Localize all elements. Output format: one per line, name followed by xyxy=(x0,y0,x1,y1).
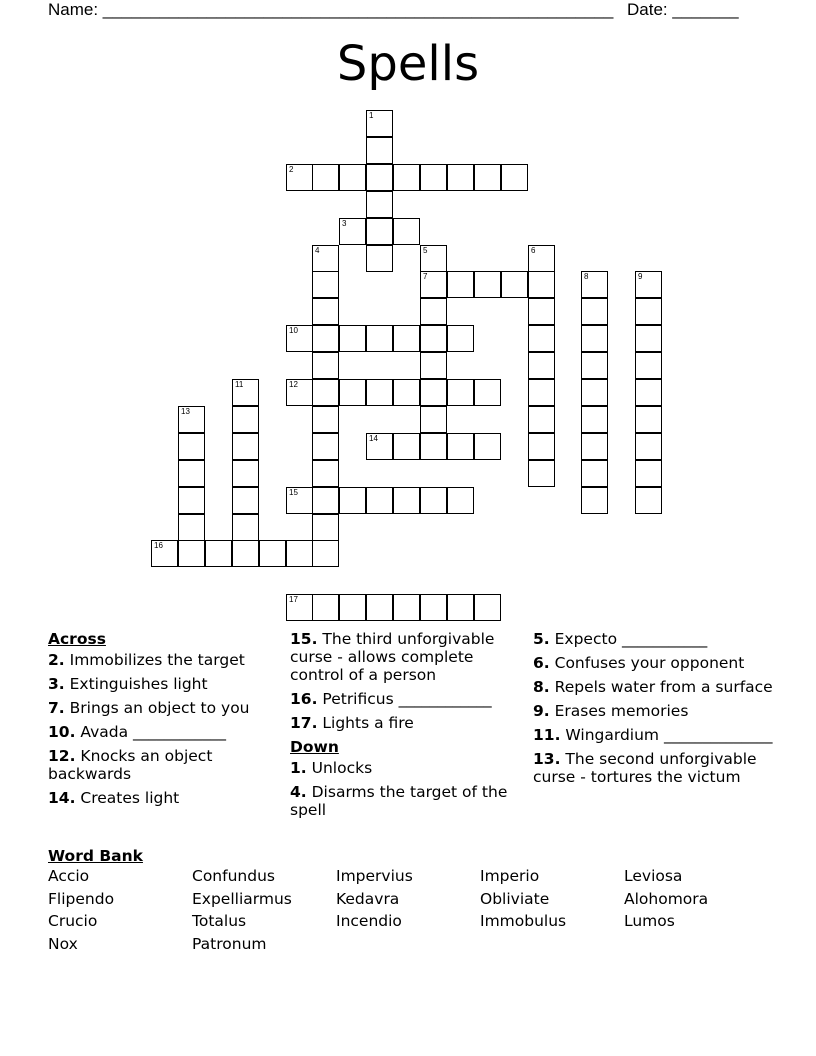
crossword-cell[interactable] xyxy=(339,487,366,514)
crossword-cell[interactable] xyxy=(528,379,555,406)
crossword-cell[interactable] xyxy=(312,325,339,352)
word-bank xyxy=(48,846,768,957)
word-bank-item: Confundus xyxy=(192,867,275,885)
crossword-cell[interactable] xyxy=(312,298,339,325)
crossword-cell[interactable] xyxy=(635,352,662,379)
word-bank-list xyxy=(48,867,768,957)
crossword-cell[interactable] xyxy=(312,271,339,298)
crossword-cell[interactable] xyxy=(635,271,662,298)
clue-number: 14. xyxy=(48,789,76,807)
crossword-cell[interactable] xyxy=(528,245,555,272)
crossword-cell[interactable] xyxy=(501,271,528,298)
name-field[interactable]: Name: ______________________________________________________ xyxy=(48,0,614,19)
crossword-cell[interactable] xyxy=(581,271,608,298)
word-bank-item: Impervius xyxy=(336,867,413,885)
date-field[interactable]: Date: _______ xyxy=(627,0,739,19)
clue-text: Disarms the target of the spell xyxy=(290,783,508,819)
crossword-cell[interactable] xyxy=(366,379,393,406)
crossword-cell[interactable] xyxy=(393,433,420,460)
crossword-cell[interactable] xyxy=(339,379,366,406)
crossword-cell[interactable] xyxy=(312,352,339,379)
crossword-cell[interactable] xyxy=(312,245,339,272)
cell-number: 16 xyxy=(154,541,163,550)
clue-text: Brings an object to you xyxy=(69,699,250,717)
crossword-cell[interactable] xyxy=(474,433,501,460)
crossword-cell[interactable] xyxy=(312,433,339,460)
word-bank-item: Lumos xyxy=(624,912,675,930)
crossword-cell[interactable] xyxy=(420,433,447,460)
crossword-cell[interactable] xyxy=(393,487,420,514)
crossword-cell[interactable] xyxy=(286,540,313,567)
crossword-cell[interactable] xyxy=(528,298,555,325)
clue-text: Petrificus ____________ xyxy=(322,690,492,708)
clue-text: The third unforgivable curse - allows complete control of a person xyxy=(290,630,495,684)
word-bank-item: Totalus xyxy=(192,912,247,930)
crossword-cell[interactable] xyxy=(420,352,447,379)
clue-number: 7. xyxy=(48,699,65,717)
clue-text: Confuses your opponent xyxy=(554,654,745,672)
clue-text: Immobilizes the target xyxy=(69,651,245,669)
cell-number: 5 xyxy=(423,246,428,255)
crossword-cell[interactable] xyxy=(393,594,420,621)
crossword-cell[interactable] xyxy=(151,540,178,567)
across-heading: Across xyxy=(48,630,106,648)
cell-number: 12 xyxy=(289,380,298,389)
crossword-cell[interactable] xyxy=(420,298,447,325)
word-bank-item: Obliviate xyxy=(480,889,550,908)
crossword-cell[interactable] xyxy=(232,433,259,460)
clue-number: 15. xyxy=(290,630,318,648)
crossword-cell[interactable] xyxy=(447,487,474,514)
clue-number: 5. xyxy=(533,630,550,648)
clue-column-3 xyxy=(533,630,773,792)
cell-number: 4 xyxy=(315,246,320,255)
crossword-cell[interactable] xyxy=(528,325,555,352)
crossword-cell[interactable] xyxy=(581,379,608,406)
clue-text: Wingardium ______________ xyxy=(565,726,773,744)
cell-number: 1 xyxy=(369,111,374,120)
clue-number: 13. xyxy=(533,750,561,768)
clue-text: Creates light xyxy=(80,789,180,807)
clue-number: 8. xyxy=(533,678,550,696)
clue-number: 6. xyxy=(533,654,550,672)
word-bank-heading: Word Bank xyxy=(48,847,143,865)
crossword-cell[interactable] xyxy=(447,594,474,621)
crossword-cell[interactable] xyxy=(312,164,339,191)
crossword-cell[interactable] xyxy=(393,379,420,406)
crossword-cell[interactable] xyxy=(420,245,447,272)
word-bank-item: Kedavra xyxy=(336,889,400,908)
crossword-cell[interactable] xyxy=(366,137,393,164)
clue-text: Erases memories xyxy=(554,702,689,720)
crossword-cell[interactable] xyxy=(447,164,474,191)
clue-text: Avada ____________ xyxy=(80,723,227,741)
clue-number: 11. xyxy=(533,726,561,744)
word-bank-item: Leviosa xyxy=(624,867,683,885)
crossword-cell[interactable] xyxy=(447,433,474,460)
cell-number: 13 xyxy=(181,407,190,416)
word-bank-item: Patronum xyxy=(192,934,267,953)
crossword-cell[interactable] xyxy=(501,164,528,191)
word-bank-item: Nox xyxy=(48,934,78,953)
clue-number: 4. xyxy=(290,783,307,801)
crossword-cell[interactable] xyxy=(232,406,259,433)
clue-text: Expecto ___________ xyxy=(554,630,708,648)
crossword-cell[interactable] xyxy=(366,594,393,621)
crossword-cell[interactable] xyxy=(528,352,555,379)
clue-text: Lights a fire xyxy=(322,714,414,732)
crossword-cell[interactable] xyxy=(312,594,339,621)
crossword-cell[interactable] xyxy=(528,433,555,460)
crossword-cell[interactable] xyxy=(581,406,608,433)
across-clue xyxy=(48,723,273,741)
down-clue xyxy=(533,750,773,786)
cell-number: 9 xyxy=(638,272,643,281)
crossword-cell[interactable] xyxy=(232,487,259,514)
cell-number: 8 xyxy=(584,272,589,281)
down-clue xyxy=(533,654,773,672)
crossword-cell[interactable] xyxy=(581,487,608,514)
crossword-cell[interactable] xyxy=(366,218,393,245)
down-clue xyxy=(533,630,773,648)
crossword-cell[interactable] xyxy=(447,325,474,352)
crossword-cell[interactable] xyxy=(366,487,393,514)
crossword-cell[interactable] xyxy=(178,406,205,433)
crossword-cell[interactable] xyxy=(420,594,447,621)
crossword-cell[interactable] xyxy=(178,460,205,487)
crossword-cell[interactable] xyxy=(420,487,447,514)
crossword-cell[interactable] xyxy=(366,164,393,191)
crossword-cell[interactable] xyxy=(366,110,393,137)
crossword-cell[interactable] xyxy=(420,271,447,298)
clue-number: 3. xyxy=(48,675,65,693)
crossword-cell[interactable] xyxy=(581,298,608,325)
cell-number: 7 xyxy=(423,272,428,281)
clue-text: Extinguishes light xyxy=(69,675,208,693)
clue-number: 9. xyxy=(533,702,550,720)
crossword-cell[interactable] xyxy=(178,540,205,567)
crossword-cell[interactable] xyxy=(205,540,232,567)
crossword-cell[interactable] xyxy=(393,325,420,352)
crossword-cell[interactable] xyxy=(528,460,555,487)
crossword-cell[interactable] xyxy=(312,460,339,487)
crossword-cell[interactable] xyxy=(474,164,501,191)
crossword-cell[interactable] xyxy=(178,433,205,460)
down-clue xyxy=(533,702,773,720)
crossword-cell[interactable] xyxy=(635,460,662,487)
crossword-cell[interactable] xyxy=(286,594,313,621)
crossword-cell[interactable] xyxy=(420,406,447,433)
word-bank-item: Alohomora xyxy=(624,889,709,908)
crossword-cell[interactable] xyxy=(581,460,608,487)
crossword-cell[interactable] xyxy=(286,379,313,406)
crossword-cell[interactable] xyxy=(635,325,662,352)
down-clue xyxy=(533,678,773,696)
crossword-cell[interactable] xyxy=(447,271,474,298)
crossword-cell[interactable] xyxy=(635,298,662,325)
crossword-cell[interactable] xyxy=(474,379,501,406)
word-bank-item: Imperio xyxy=(480,867,540,885)
cell-number: 10 xyxy=(289,326,298,335)
clue-number: 10. xyxy=(48,723,76,741)
across-clue xyxy=(48,747,273,783)
clue-column-1 xyxy=(48,630,273,813)
cell-number: 2 xyxy=(289,165,294,174)
crossword-cell[interactable] xyxy=(393,164,420,191)
down-clue xyxy=(290,783,520,819)
cell-number: 17 xyxy=(289,595,298,604)
crossword-cell[interactable] xyxy=(366,325,393,352)
crossword-cell[interactable] xyxy=(339,594,366,621)
crossword-cell[interactable] xyxy=(232,540,259,567)
cell-number: 6 xyxy=(531,246,536,255)
crossword-cell[interactable] xyxy=(581,352,608,379)
word-bank-item: Expelliarmus xyxy=(192,889,292,908)
word-bank-item: Incendio xyxy=(336,912,402,930)
across-clue xyxy=(48,651,273,669)
crossword-cell[interactable] xyxy=(581,325,608,352)
crossword-cell[interactable] xyxy=(528,271,555,298)
clue-text: Unlocks xyxy=(311,759,373,777)
crossword-cell[interactable] xyxy=(635,487,662,514)
across-clue xyxy=(290,690,520,708)
crossword-cell[interactable] xyxy=(420,325,447,352)
clue-number: 17. xyxy=(290,714,318,732)
across-clue xyxy=(48,675,273,693)
crossword-cell[interactable] xyxy=(339,325,366,352)
crossword-cell[interactable] xyxy=(447,379,474,406)
crossword-cell[interactable] xyxy=(286,164,313,191)
clue-number: 1. xyxy=(290,759,307,777)
crossword-cell[interactable] xyxy=(312,487,339,514)
across-clue xyxy=(290,714,520,732)
crossword-cell[interactable] xyxy=(232,514,259,541)
crossword-cell[interactable] xyxy=(528,406,555,433)
crossword-cell[interactable] xyxy=(366,433,393,460)
crossword-cell[interactable] xyxy=(312,379,339,406)
crossword-cell[interactable] xyxy=(286,487,313,514)
crossword-cell[interactable] xyxy=(339,164,366,191)
crossword-cell[interactable] xyxy=(366,191,393,218)
down-heading: Down xyxy=(290,738,339,756)
crossword-cell[interactable] xyxy=(635,406,662,433)
crossword-cell[interactable] xyxy=(286,325,313,352)
crossword-cell[interactable] xyxy=(259,540,286,567)
down-clue xyxy=(533,726,773,744)
crossword-cell[interactable] xyxy=(232,379,259,406)
word-bank-item: Accio xyxy=(48,867,90,885)
crossword-cell[interactable] xyxy=(420,379,447,406)
crossword-cell[interactable] xyxy=(420,164,447,191)
crossword-cell[interactable] xyxy=(393,218,420,245)
crossword-cell[interactable] xyxy=(581,433,608,460)
crossword-cell[interactable] xyxy=(312,514,339,541)
word-bank-item: Crucio xyxy=(48,912,98,930)
clue-number: 12. xyxy=(48,747,76,765)
clue-number: 16. xyxy=(290,690,318,708)
crossword-cell[interactable] xyxy=(366,245,393,272)
cell-number: 14 xyxy=(369,434,378,443)
crossword-cell[interactable] xyxy=(635,433,662,460)
clue-column-2 xyxy=(290,630,520,825)
word-bank-item: Immobulus xyxy=(480,912,567,930)
crossword-cell[interactable] xyxy=(635,379,662,406)
cell-number: 15 xyxy=(289,488,298,497)
puzzle-title: Spells xyxy=(336,36,480,92)
cell-number: 11 xyxy=(235,380,244,389)
cell-number: 3 xyxy=(342,219,347,228)
across-clue xyxy=(48,699,273,717)
clue-text: Knocks an object backwards xyxy=(48,747,213,783)
clue-text: The second unforgivable curse - tortures the victum xyxy=(533,750,757,786)
crossword-cell[interactable] xyxy=(178,514,205,541)
crossword-cell[interactable] xyxy=(312,540,339,567)
crossword-cell[interactable] xyxy=(474,594,501,621)
clue-number: 2. xyxy=(48,651,65,669)
across-clue xyxy=(290,630,520,684)
crossword-cell[interactable] xyxy=(312,406,339,433)
crossword-cell[interactable] xyxy=(178,487,205,514)
clue-text: Repels water from a surface xyxy=(554,678,773,696)
across-clue xyxy=(48,789,273,807)
down-clue xyxy=(290,759,520,777)
crossword-cell[interactable] xyxy=(339,218,366,245)
crossword-cell[interactable] xyxy=(474,271,501,298)
crossword-cell[interactable] xyxy=(232,460,259,487)
word-bank-item: Flipendo xyxy=(48,889,115,908)
